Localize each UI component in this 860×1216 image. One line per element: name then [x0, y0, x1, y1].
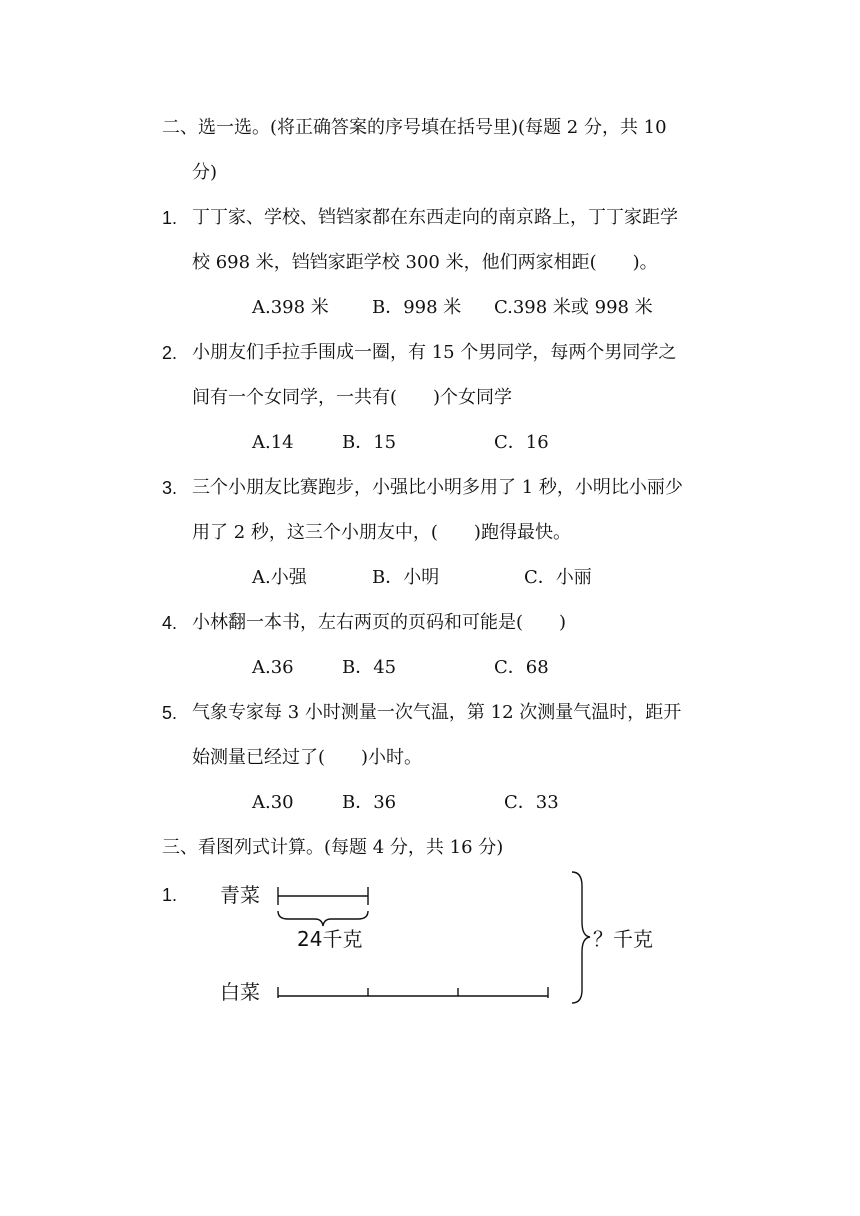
section2-heading-line1: 二、选一选。(将正确答案的序号填在括号里)(每题 2 分，共 10	[162, 117, 667, 138]
question-1-option-b: B．998 米	[372, 297, 462, 318]
question-3-number: 3.	[162, 478, 178, 498]
question-5-line2: 始测量已经过了( )小时。	[192, 747, 423, 768]
question-4-option-a: A.36	[252, 657, 294, 678]
section3-item-number: 1.	[162, 885, 178, 905]
question-5-option-a: A.30	[252, 792, 294, 813]
question-2-option-b: B．15	[342, 432, 397, 453]
question-3-line1: 三个小朋友比赛跑步，小强比小明多用了 1 秒，小明比小丽少	[192, 477, 683, 498]
section2-heading-line2: 分)	[192, 162, 218, 183]
question-5-option-c: C．33	[504, 792, 559, 813]
green-brace	[278, 911, 368, 926]
section3-heading: 三、看图列式计算。(每题 4 分，共 16 分)	[162, 837, 504, 858]
question-4-option-b: B．45	[342, 657, 397, 678]
white-segment	[278, 987, 548, 998]
question-3-option-b: B．小明	[372, 567, 440, 588]
question-4-line1: 小林翻一本书，左右两页的页码和可能是( )	[192, 612, 567, 633]
question-5-number: 5.	[162, 703, 178, 723]
green-segment	[278, 887, 368, 905]
question-1-number: 1.	[162, 208, 178, 228]
label-white-vegetable: 白菜	[220, 980, 260, 1004]
question-1-line1: 丁丁家、学校、铛铛家都在东西走向的南京路上，丁丁家距学	[192, 207, 678, 228]
question-5-option-b: B．36	[342, 792, 397, 813]
question-4-option-c: C．68	[494, 657, 549, 678]
question-3-option-c: C．小丽	[524, 567, 592, 588]
question-1-line2: 校 698 米，铛铛家距学校 300 米，他们两家相距( )。	[192, 252, 658, 273]
question-3-line2: 用了 2 秒，这三个小朋友中，( )跑得最快。	[192, 522, 571, 543]
question-3-option-a: A.小强	[252, 567, 307, 588]
total-brace	[572, 872, 590, 1003]
question-4-number: 4.	[162, 613, 178, 633]
total-question-label: ？千克	[593, 927, 653, 951]
green-value-label: 24千克	[297, 927, 363, 951]
question-2-line2: 间有一个女同学，一共有( )个女同学	[192, 387, 513, 408]
question-2-option-a: A.14	[252, 432, 294, 453]
question-2-line1: 小朋友们手拉手围成一圈，有 15 个男同学，每两个男同学之	[192, 342, 677, 363]
question-1-option-a: A.398 米	[252, 297, 329, 318]
question-2-option-c: C．16	[494, 432, 549, 453]
question-2-number: 2.	[162, 343, 178, 363]
label-green-vegetable: 青菜	[220, 883, 260, 907]
question-1-option-c: C.398 米或 998 米	[494, 297, 653, 318]
question-5-line1: 气象专家每 3 小时测量一次气温，第 12 次测量气温时，距开	[192, 702, 682, 723]
